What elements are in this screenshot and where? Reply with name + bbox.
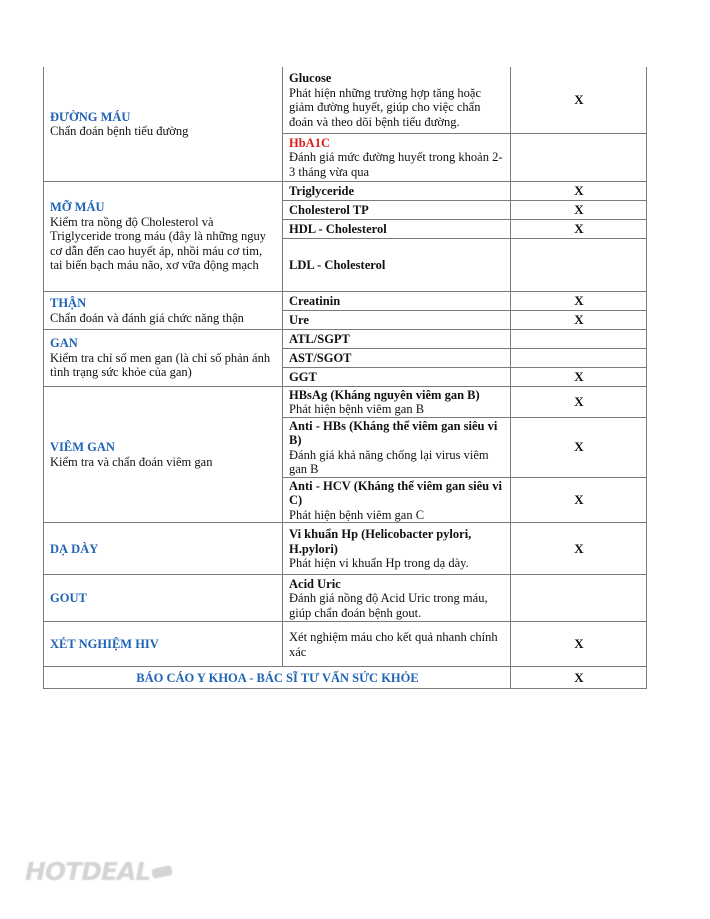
table-row (44, 329, 647, 348)
included-mark: X (511, 367, 647, 386)
included-mark: X (511, 291, 647, 310)
test-description: Phát hiện bệnh viêm gan C (289, 507, 425, 522)
test-cell (283, 219, 511, 238)
included-mark: X (511, 417, 647, 477)
category-cell (44, 523, 283, 575)
category-description: Chẩn đoán và đánh giá chức năng thận (50, 310, 244, 325)
test-name: LDL - Cholesterol (289, 257, 386, 272)
test-cell (283, 417, 511, 477)
table-row (44, 575, 647, 622)
test-name: ATL/SGPT (289, 331, 350, 346)
test-name: Acid Uric (289, 576, 341, 591)
included-mark (511, 238, 647, 291)
category-description: Kiểm tra và chẩn đoán viêm gan (50, 454, 213, 469)
included-mark: X (511, 200, 647, 219)
footer-label: BÁO CÁO Y KHOA - BÁC SĨ TƯ VẤN SỨC KHỎE (44, 667, 511, 689)
test-cell (283, 133, 511, 181)
health-package-table (43, 67, 647, 689)
test-description: Xét nghiệm máu cho kết quả nhanh chính xác (289, 630, 498, 659)
test-name: HDL - Cholesterol (289, 221, 387, 236)
test-cell (283, 329, 511, 348)
category-title: MỠ MÁU (50, 200, 105, 215)
test-name: Vi khuẩn Hp (Helicobacter pylori, H.pylori) (289, 527, 472, 556)
test-name: Glucose (289, 71, 332, 86)
included-mark: X (511, 219, 647, 238)
hotdeal-watermark (25, 857, 172, 886)
test-name: HBsAg (Kháng nguyên viêm gan B) (289, 387, 480, 402)
category-cell (44, 622, 283, 667)
test-name: Anti - HBs (Kháng thể viêm gan siêu vi B) (289, 418, 498, 447)
test-cell (283, 67, 511, 133)
included-mark: X (511, 181, 647, 200)
included-mark: X (511, 477, 647, 523)
test-cell (283, 622, 511, 667)
category-cell (44, 291, 283, 329)
category-cell (44, 386, 283, 523)
table-row (44, 667, 647, 689)
test-name: Cholesterol TP (289, 202, 369, 217)
test-name: Ure (289, 312, 309, 327)
category-description: Kiểm tra chỉ số men gan (là chỉ số phản ánh tình trạng sức khỏe của gan) (50, 350, 271, 380)
category-title: XÉT NGHIỆM HIV (50, 637, 159, 652)
category-title: VIÊM GAN (50, 440, 115, 455)
included-mark (511, 133, 647, 181)
test-name: HbA1C (289, 135, 330, 150)
test-cell (283, 348, 511, 367)
included-mark (511, 329, 647, 348)
test-cell (283, 523, 511, 575)
test-name: AST/SGOT (289, 350, 352, 365)
test-description: Phát hiện bệnh viêm gan B (289, 402, 425, 416)
test-name: Triglyceride (289, 183, 355, 198)
test-description: Đánh giá mức đường huyết trong khoản 2-3 tháng vừa qua (289, 150, 503, 179)
included-mark: X (511, 310, 647, 329)
table-row (44, 67, 647, 133)
test-name: Creatinin (289, 293, 341, 308)
table-row (44, 622, 647, 667)
watermark-text: HOTDEAL (25, 857, 151, 886)
test-cell (283, 367, 511, 386)
category-title: GOUT (50, 591, 87, 606)
category-description: Chẩn đoán bệnh tiểu đường (50, 124, 189, 139)
category-cell (44, 575, 283, 622)
test-description: Đánh giá khả năng chống lại virus viêm gan B (289, 447, 489, 476)
table-row (44, 386, 647, 417)
test-cell (283, 181, 511, 200)
included-mark: X (511, 622, 647, 667)
test-description: Phát hiện vi khuẩn Hp trong dạ dày. (289, 556, 469, 571)
category-description: Kiểm tra nồng độ Cholesterol và Triglyceride trong máu (đây là những nguy cơ dẫn đến cao huyết áp, nhồi máu cơ tim, tai biến bạch máu não, xơ vữa động mạch (50, 214, 266, 273)
test-cell (283, 291, 511, 310)
category-title: GAN (50, 336, 78, 351)
category-title: DẠ DÀY (50, 541, 99, 556)
test-name: Anti - HCV (Kháng thể viêm gan siêu vi C) (289, 478, 502, 507)
test-cell (283, 238, 511, 291)
test-description: Phát hiện những trường hợp tăng hoặc giảm đường huyết, giúp cho việc chẩn đoán và theo dõi bệnh tiểu đường. (289, 85, 482, 129)
table-row (44, 523, 647, 575)
included-mark: X (511, 667, 647, 689)
category-title: THẬN (50, 296, 87, 310)
test-description: Đánh giá nồng độ Acid Uric trong máu, giúp chẩn đoán bệnh gout. (289, 591, 488, 620)
included-mark: X (511, 67, 647, 133)
included-mark (511, 575, 647, 622)
category-title: ĐƯỜNG MÁU (50, 109, 131, 124)
table-row (44, 291, 647, 310)
category-cell (44, 181, 283, 291)
included-mark: X (511, 523, 647, 575)
test-cell (283, 477, 511, 523)
test-cell (283, 200, 511, 219)
test-cell (283, 575, 511, 622)
included-mark: X (511, 386, 647, 417)
test-cell (283, 386, 511, 417)
category-cell (44, 329, 283, 386)
included-mark (511, 348, 647, 367)
test-name: GGT (289, 369, 317, 384)
test-cell (283, 310, 511, 329)
table-row (44, 181, 647, 200)
category-cell (44, 67, 283, 181)
ticket-icon (152, 865, 174, 879)
